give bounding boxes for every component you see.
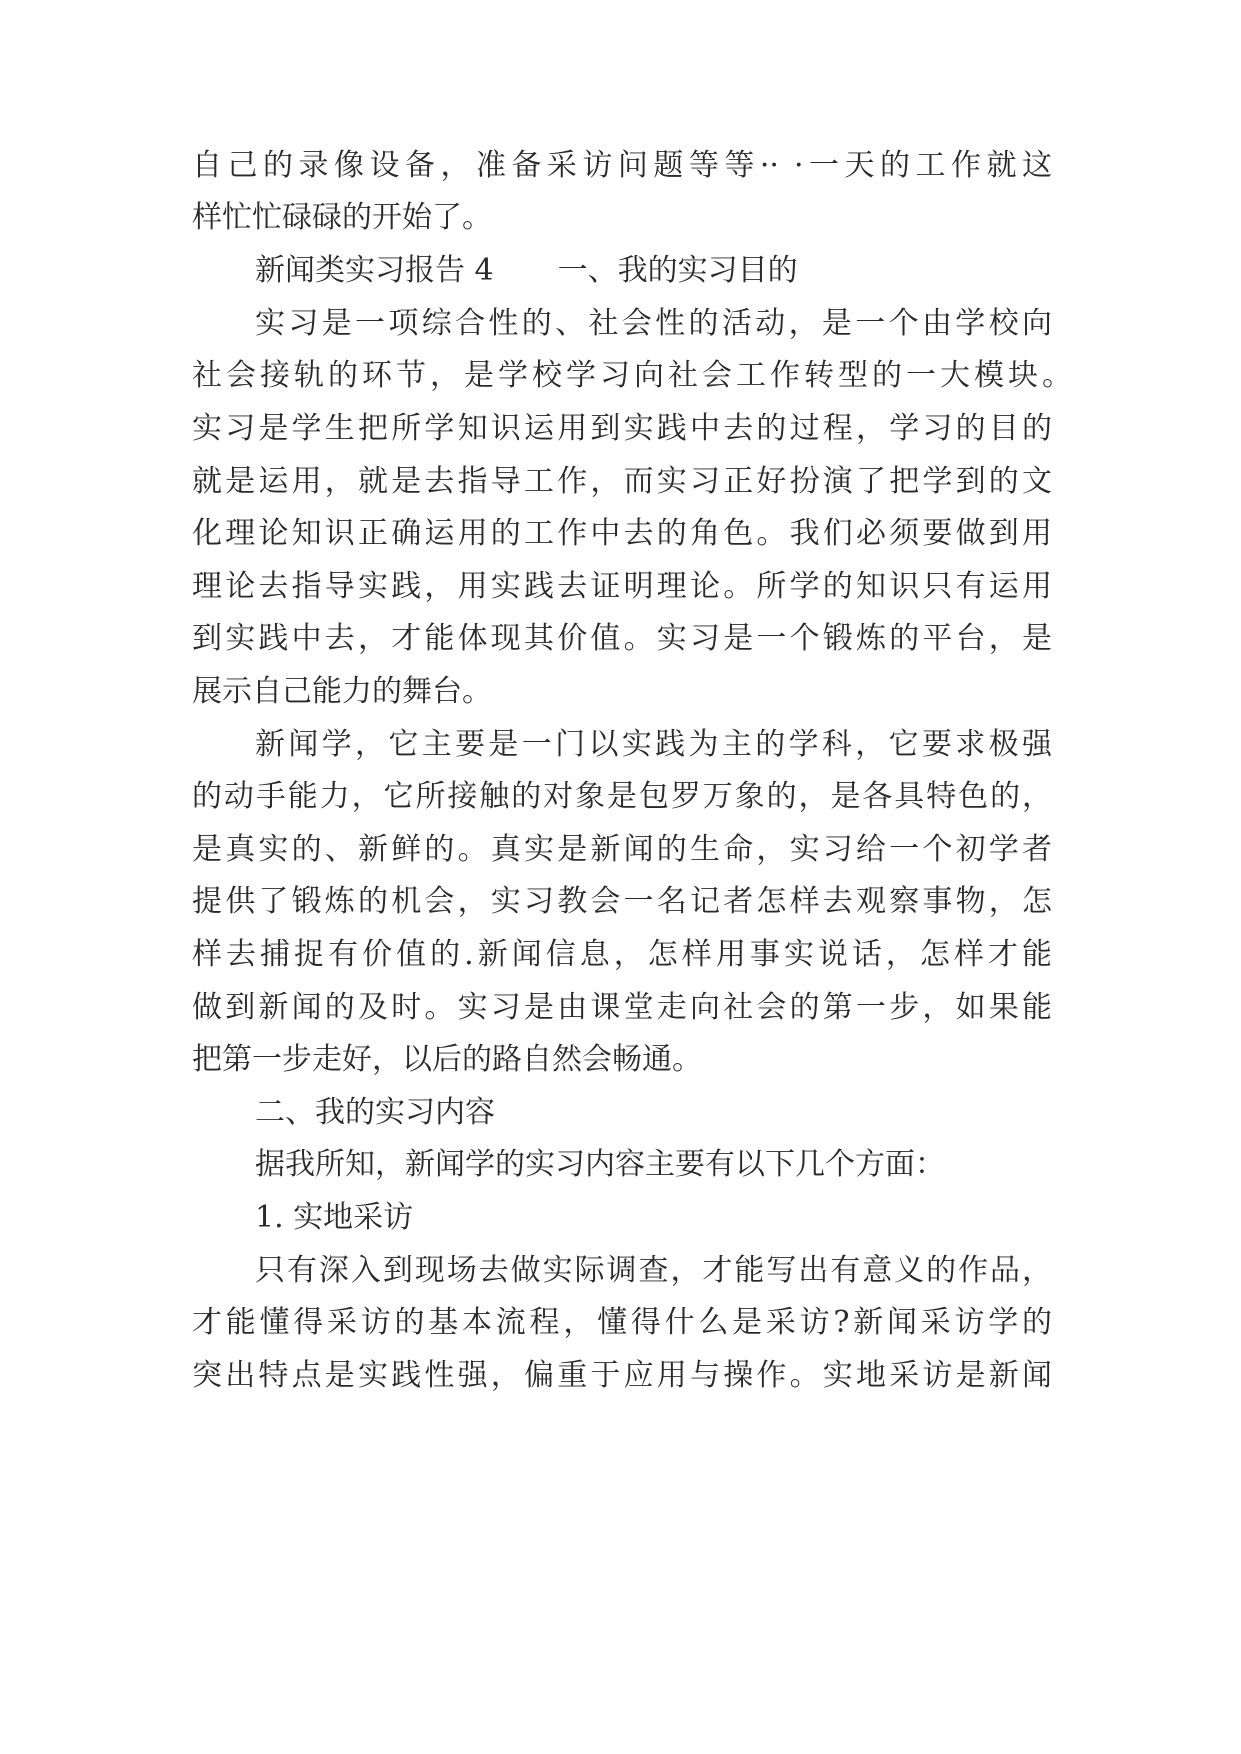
paragraph-line: 化理论知识正确运用的工作中去的角色。我们必须要做到用 xyxy=(192,516,1052,551)
paragraph-line: 样忙忙碌碌的开始了。 xyxy=(192,200,492,235)
paragraph-line: 只有深入到现场去做实际调查，才能写出有意义的作品， xyxy=(255,1253,1052,1288)
paragraph-line: 展示自己能力的舞台。 xyxy=(192,674,492,709)
paragraph-line: 理论去指导实践，用实践去证明理论。所学的知识只有运用 xyxy=(192,569,1052,604)
paragraph-line: 才能懂得采访的基本流程，懂得什么是采访?新闻采访学的 xyxy=(192,1305,1052,1340)
paragraph-line: 实习是一项综合性的、社会性的活动，是一个由学校向 xyxy=(255,306,1052,341)
report-title: 新闻类实习报告 4 xyxy=(255,253,494,288)
list-item: 1. 实地采访 xyxy=(255,1200,414,1235)
paragraph-line: 自己的录像设备，准备采访问题等等·· ·一天的工作就这 xyxy=(192,148,1052,183)
paragraph-line: 据我所知，新闻学的实习内容主要有以下几个方面： xyxy=(255,1147,945,1182)
paragraph-line: 实习是学生把所学知识运用到实践中去的过程，学习的目的 xyxy=(192,411,1052,446)
paragraph-line: 新闻学，它主要是一门以实践为主的学科，它要求极强 xyxy=(255,727,1052,762)
section-title: 一、我的实习目的 xyxy=(557,253,798,288)
paragraph-line: 到实践中去，才能体现其价值。实习是一个锻炼的平台，是 xyxy=(192,621,1052,656)
paragraph-line: 提供了锻炼的机会，实习教会一名记者怎样去观察事物，怎 xyxy=(192,884,1052,919)
paragraph-line: 的动手能力，它所接触的对象是包罗万象的，是各具特色的， xyxy=(192,779,1052,814)
paragraph-line: 样去捕捉有价值的.新闻信息，怎样用事实说话，怎样才能 xyxy=(192,937,1052,972)
paragraph-line: 突出特点是实践性强，偏重于应用与操作。实地采访是新闻 xyxy=(192,1358,1052,1393)
section-heading xyxy=(255,248,798,294)
paragraph-line: 是真实的、新鲜的。真实是新闻的生命，实习给一个初学者 xyxy=(192,832,1052,867)
paragraph-line: 做到新闻的及时。实习是由课堂走向社会的第一步，如果能 xyxy=(192,990,1052,1025)
paragraph-line: 社会接轨的环节，是学校学习向社会工作转型的一大模块。 xyxy=(192,358,1072,393)
paragraph-line: 就是运用，就是去指导工作，而实习正好扮演了把学到的文 xyxy=(192,464,1052,499)
section-heading: 二、我的实习内容 xyxy=(255,1095,495,1130)
paragraph-line: 把第一步走好，以后的路自然会畅通。 xyxy=(192,1042,702,1077)
